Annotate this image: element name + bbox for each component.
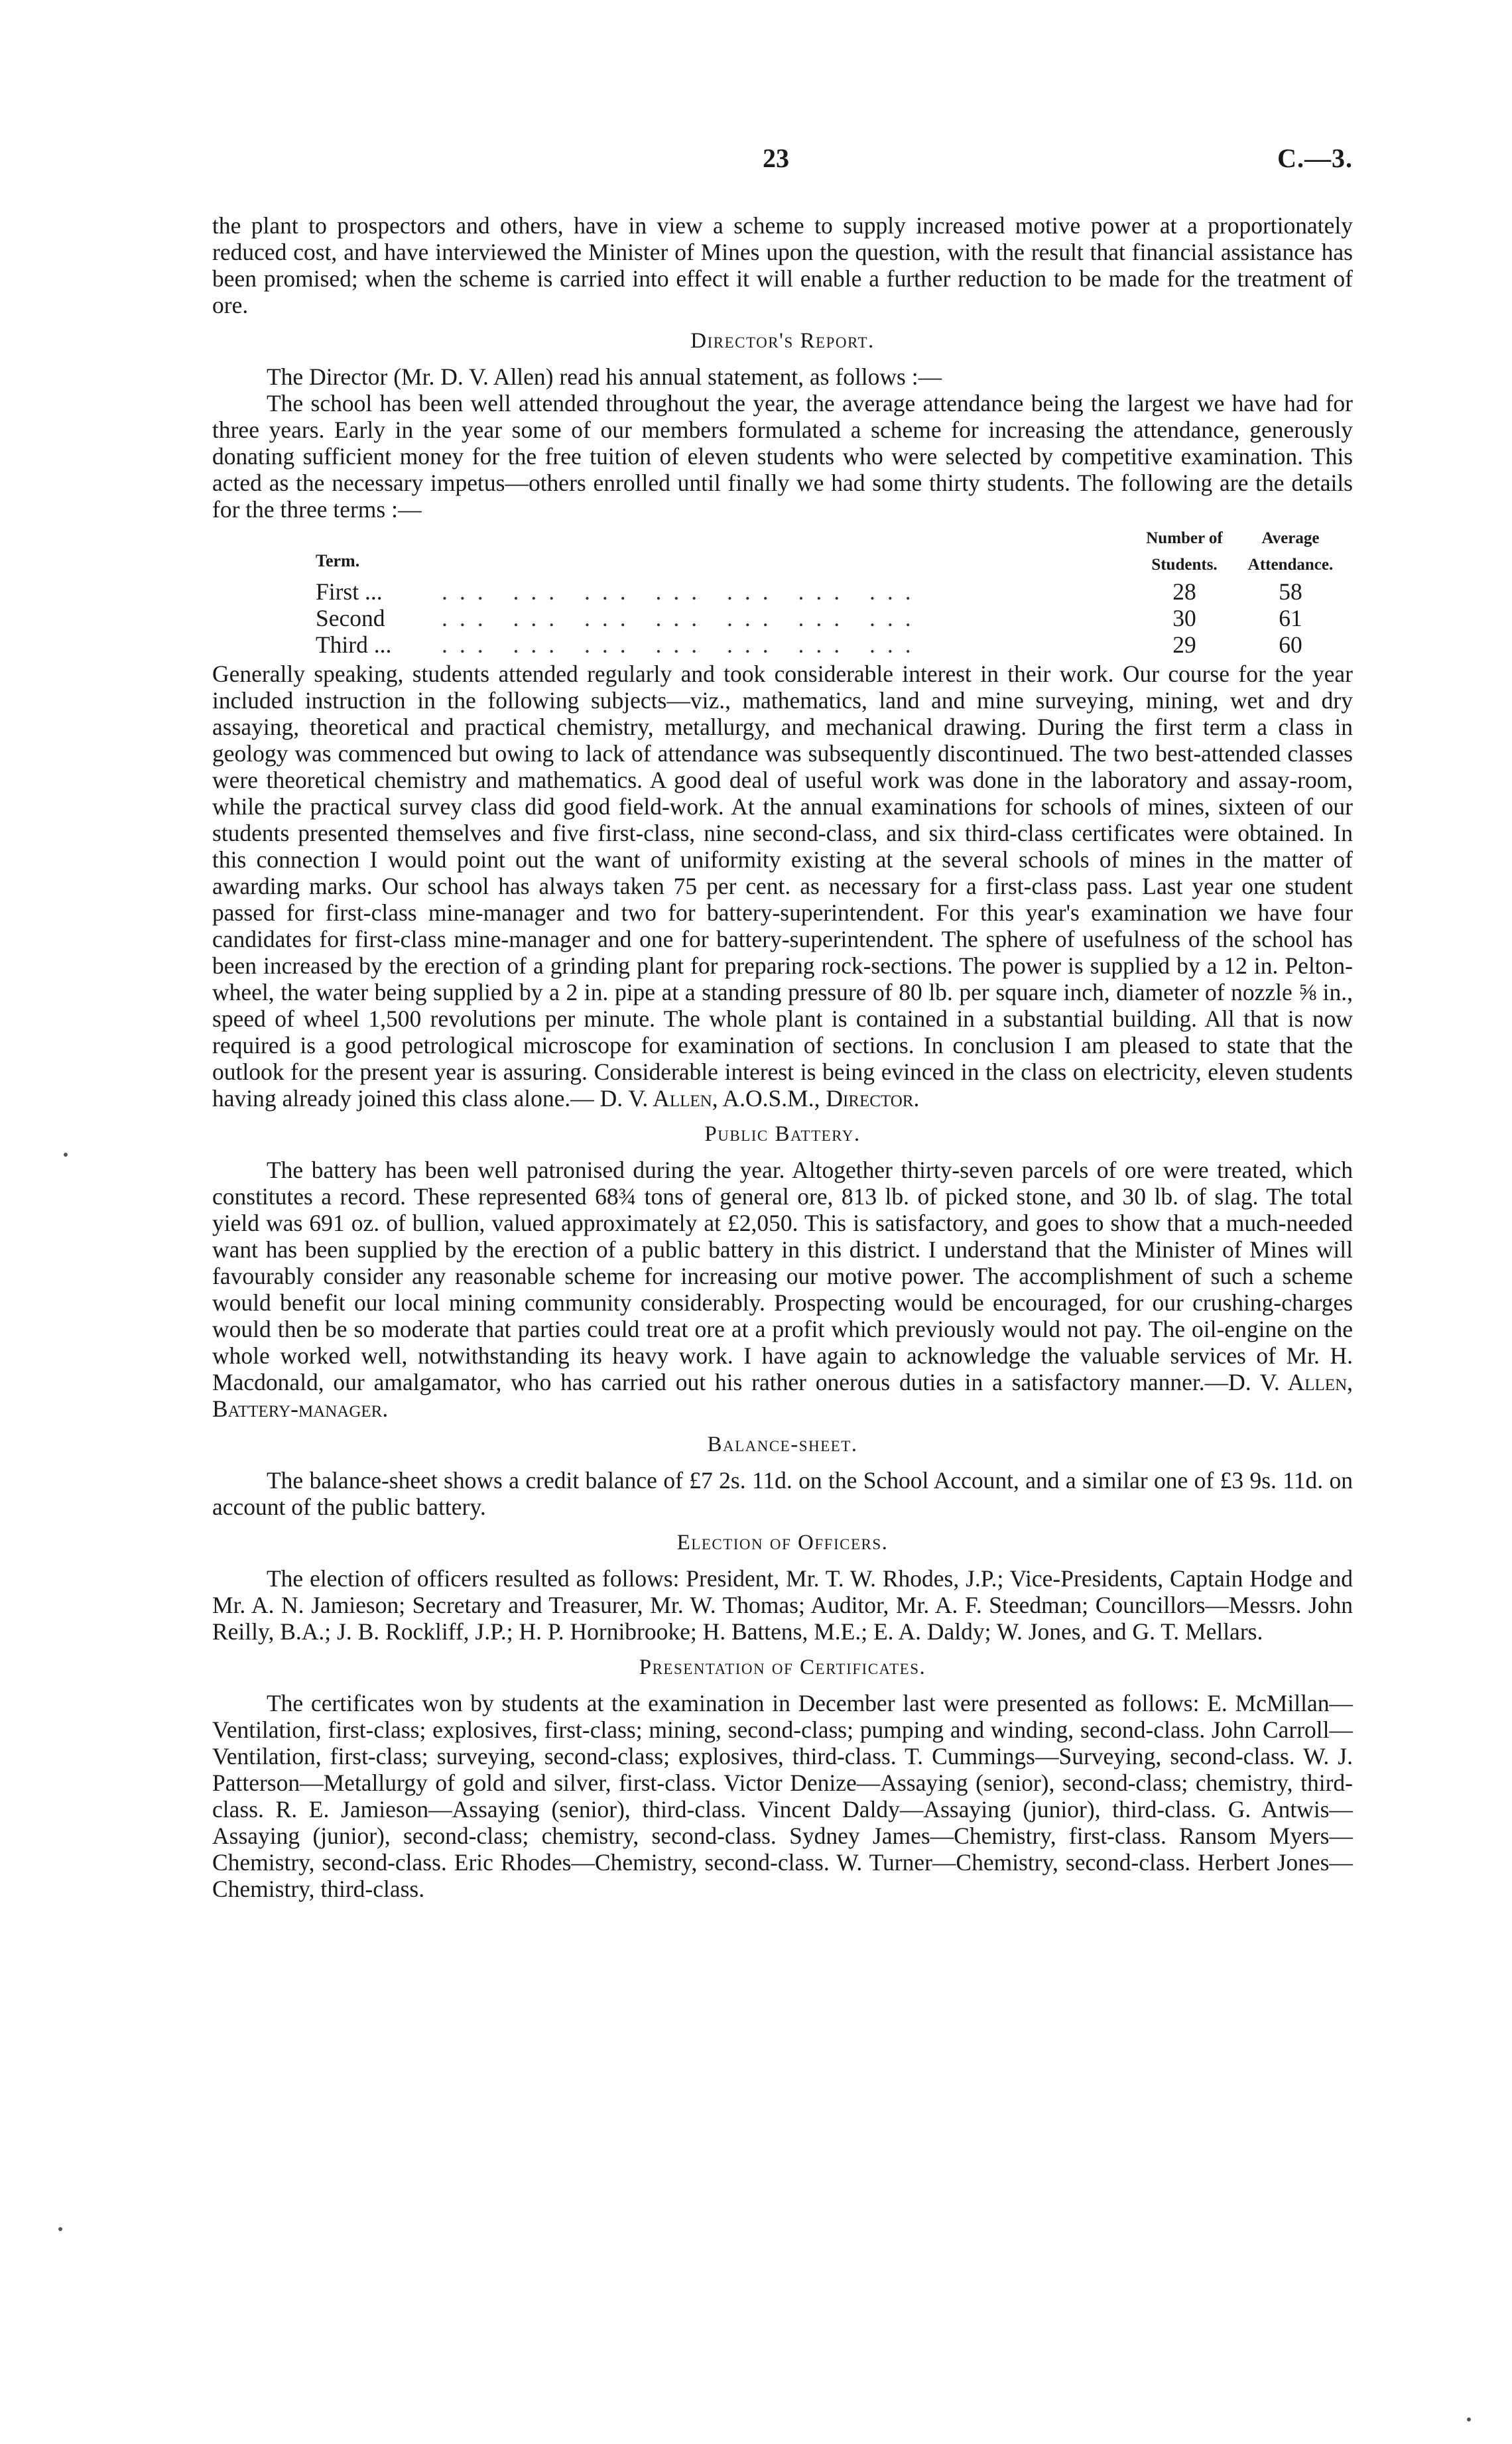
public-battery-paragraph — [212, 1157, 1353, 1422]
page-header — [212, 143, 1353, 189]
balance-sheet-heading: Balance-sheet. — [707, 1433, 858, 1456]
leader-dots: ... ... ... ... ... ... ... — [442, 578, 923, 605]
table-header-row — [316, 525, 1344, 578]
scan-speck — [58, 2227, 62, 2231]
scan-speck — [1467, 2417, 1471, 2421]
public-battery-signoff: D. V. Allen, Battery-manager. — [212, 1369, 1353, 1422]
directors-report-heading: Director's Report. — [690, 329, 875, 353]
average-attendance: 58 — [1279, 578, 1302, 605]
term-name: First ... — [316, 578, 383, 605]
certificates-heading: Presentation of Certificates. — [639, 1655, 926, 1679]
directors-report-body: Generally speaking, students attended regularly and took considerable interest in their work. Our course for the year included instruction in the following subjects—viz., mathematics, land and mine surveying, mining, wet and dry assaying, theoretical and practical chemistry, metallurgy, and mechanical drawing. During the first term a class in geology was commenced but owing to lack of attendance was subsequently discontinued. The two best-attended classes were theoretical chemistry and mathematics. A good deal of useful work was done in the laboratory and assay-room, while the practical survey class did good field-work. At the annual examinations for schools of mines, sixteen of our students presented themselves and five first-class, nine second-class, and six third-class certificates were obtained. In this connection I would point out the want of uniformity existing at the several schools of mines in the matter of awarding marks. Our school has always taken 75 per cent. as necessary for a first-class pass. Last year one student passed for first-class mine-manager and two for battery-superintendent. For this year's examination we have four candidates for first-class mine-manager and one for battery-superintendent. The sphere of usefulness of the school has been increased by the erection of a grinding plant for preparing rock-sections. The power is supplied by a 12 in. Pelton-wheel, the water being supplied by a 2 in. pipe at a standing pressure of 80 lb. per square inch, diameter of nozzle ⅝ in., speed of wheel 1,500 revolutions per minute. The whole plant is contained in a substantial building. All that is now required is a good petrological microscope for examination of sections. In conclusion I am pleased to state that the outlook for the present year is assuring. Considerable interest is being evinced in the class on electricity, eleven students having already joined this class alone.— — [212, 661, 1353, 1112]
students-count: 30 — [1172, 605, 1196, 631]
public-battery-heading: Public Battery. — [704, 1122, 861, 1146]
students-count: 29 — [1172, 631, 1196, 658]
attendance-table — [316, 525, 1344, 658]
term-name: Third ... — [316, 631, 392, 658]
directors-report-signoff: D. V. Allen, A.O.S.M., Director. — [599, 1085, 920, 1112]
directors-report-intro: The Director (Mr. D. V. Allen) read his annual statement, as follows :— — [267, 363, 942, 390]
leader-dots: ... ... ... ... ... ... ... — [442, 631, 923, 658]
opening-paragraph: the plant to prospectors and others, have in view a scheme to supply increased motive power at a proportionately reduced cost, and have interviewed the Minister of Mines upon the question, with the result that financial assistance has been promised; when the scheme is carried into effect it will enable a further reduction to be made for the treatment of ore. — [212, 212, 1353, 318]
election-paragraph: The election of officers resulted as follows: President, Mr. T. W. Rhodes, J.P.; Vice-Presidents, Captain Hodge and Mr. A. N. Jamieson; Secretary and Treasurer, Mr. W. Thomas; Auditor, Mr. A. F. Steedman; Councillors—Messrs. John Reilly, B.A.; J. B. Rockliff, J.P.; H. P. Hornibrooke; H. Battens, M.E.; E. A. Daldy; W. Jones, and G. T. Mellars. — [212, 1565, 1353, 1645]
average-attendance: 60 — [1279, 631, 1302, 658]
scan-speck — [64, 1153, 68, 1157]
directors-report-paragraph-1: The school has been well attended throughout the year, the average attendance being the largest we have had for three years. Early in the year some of our members formulated a scheme for increasing the attendance, generously donating sufficient money for the free tuition of eleven students who were selected by competitive examination. This acted as the necessary impetus—others enrolled until finally we had some thirty students. The following are the details for the three terms :— — [212, 390, 1353, 523]
directors-report-paragraph-2 — [212, 661, 1353, 1112]
document-body — [212, 212, 1353, 1902]
table-row — [316, 631, 1344, 658]
average-attendance: 61 — [1279, 605, 1302, 631]
page-number: 23 — [763, 143, 789, 173]
certificates-paragraph: The certificates won by students at the examination in December last were presented as follows: E. McMillan—Ventilation, first-class; explosives, first-class; mining, second-class; pumping and winding, second-class. John Carroll—Ventilation, first-class; surveying, second-class; explosives, third-class. T. Cummings—Surveying, second-class. W. J. Patterson—Metallurgy of gold and silver, first-class. Victor Denize—Assaying (senior), second-class; chemistry, third-class. R. E. Jamieson—Assaying (senior), third-class. Vincent Daldy—Assaying (junior), third-class. G. Antwis—Assaying (junior), second-class; chemistry, second-class. Sydney James—Chemistry, first-class. Ransom Myers—Chemistry, second-class. Eric Rhodes—Chemistry, second-class. W. Turner—Chemistry, second-class. Herbert Jones—Chemistry, third-class. — [212, 1690, 1353, 1902]
parliamentary-reference: C.—3. — [1277, 143, 1353, 173]
students-count: 28 — [1172, 578, 1196, 605]
students-column-header: Number of Students. — [1146, 529, 1223, 574]
table-row — [316, 578, 1344, 605]
term-column-header: Term. — [316, 551, 360, 570]
attendance-column-header: Average Attendance. — [1247, 529, 1334, 574]
election-heading: Election of Officers. — [676, 1531, 889, 1555]
public-battery-body: The battery has been well patronised during the year. Altogether thirty-seven parcels of ore were treated, which constitutes a record. These represented 68¾ tons of general ore, 813 lb. of picked stone, and 30 lb. of slag. The total yield was 691 oz. of bullion, valued approximately at £2,050. This is satisfactory, and goes to show that a much-needed want has been supplied by the erection of a public battery in this district. I understand that the Minister of Mines will favourably consider any reasonable scheme for increasing our motive power. The accomplishment of such a scheme would benefit our local mining community considerably. Prospecting would be encouraged, for our crushing-charges would then be so moderate that parties could treat ore at a profit which previously would not pay. The oil-engine on the whole worked well, notwithstanding its heavy work. I have again to acknowledge the valuable services of Mr. H. Macdonald, our amalgamator, who has carried out his rather onerous duties in a satisfactory manner.— — [212, 1157, 1353, 1395]
leader-dots: ... ... ... ... ... ... ... — [442, 605, 923, 631]
table-row — [316, 605, 1344, 631]
balance-sheet-paragraph: The balance-sheet shows a credit balance of £7 2s. 11d. on the School Account, and a similar one of £3 9s. 11d. on account of the public battery. — [212, 1467, 1353, 1520]
spacer-header — [442, 525, 1131, 578]
term-name: Second — [316, 605, 385, 631]
